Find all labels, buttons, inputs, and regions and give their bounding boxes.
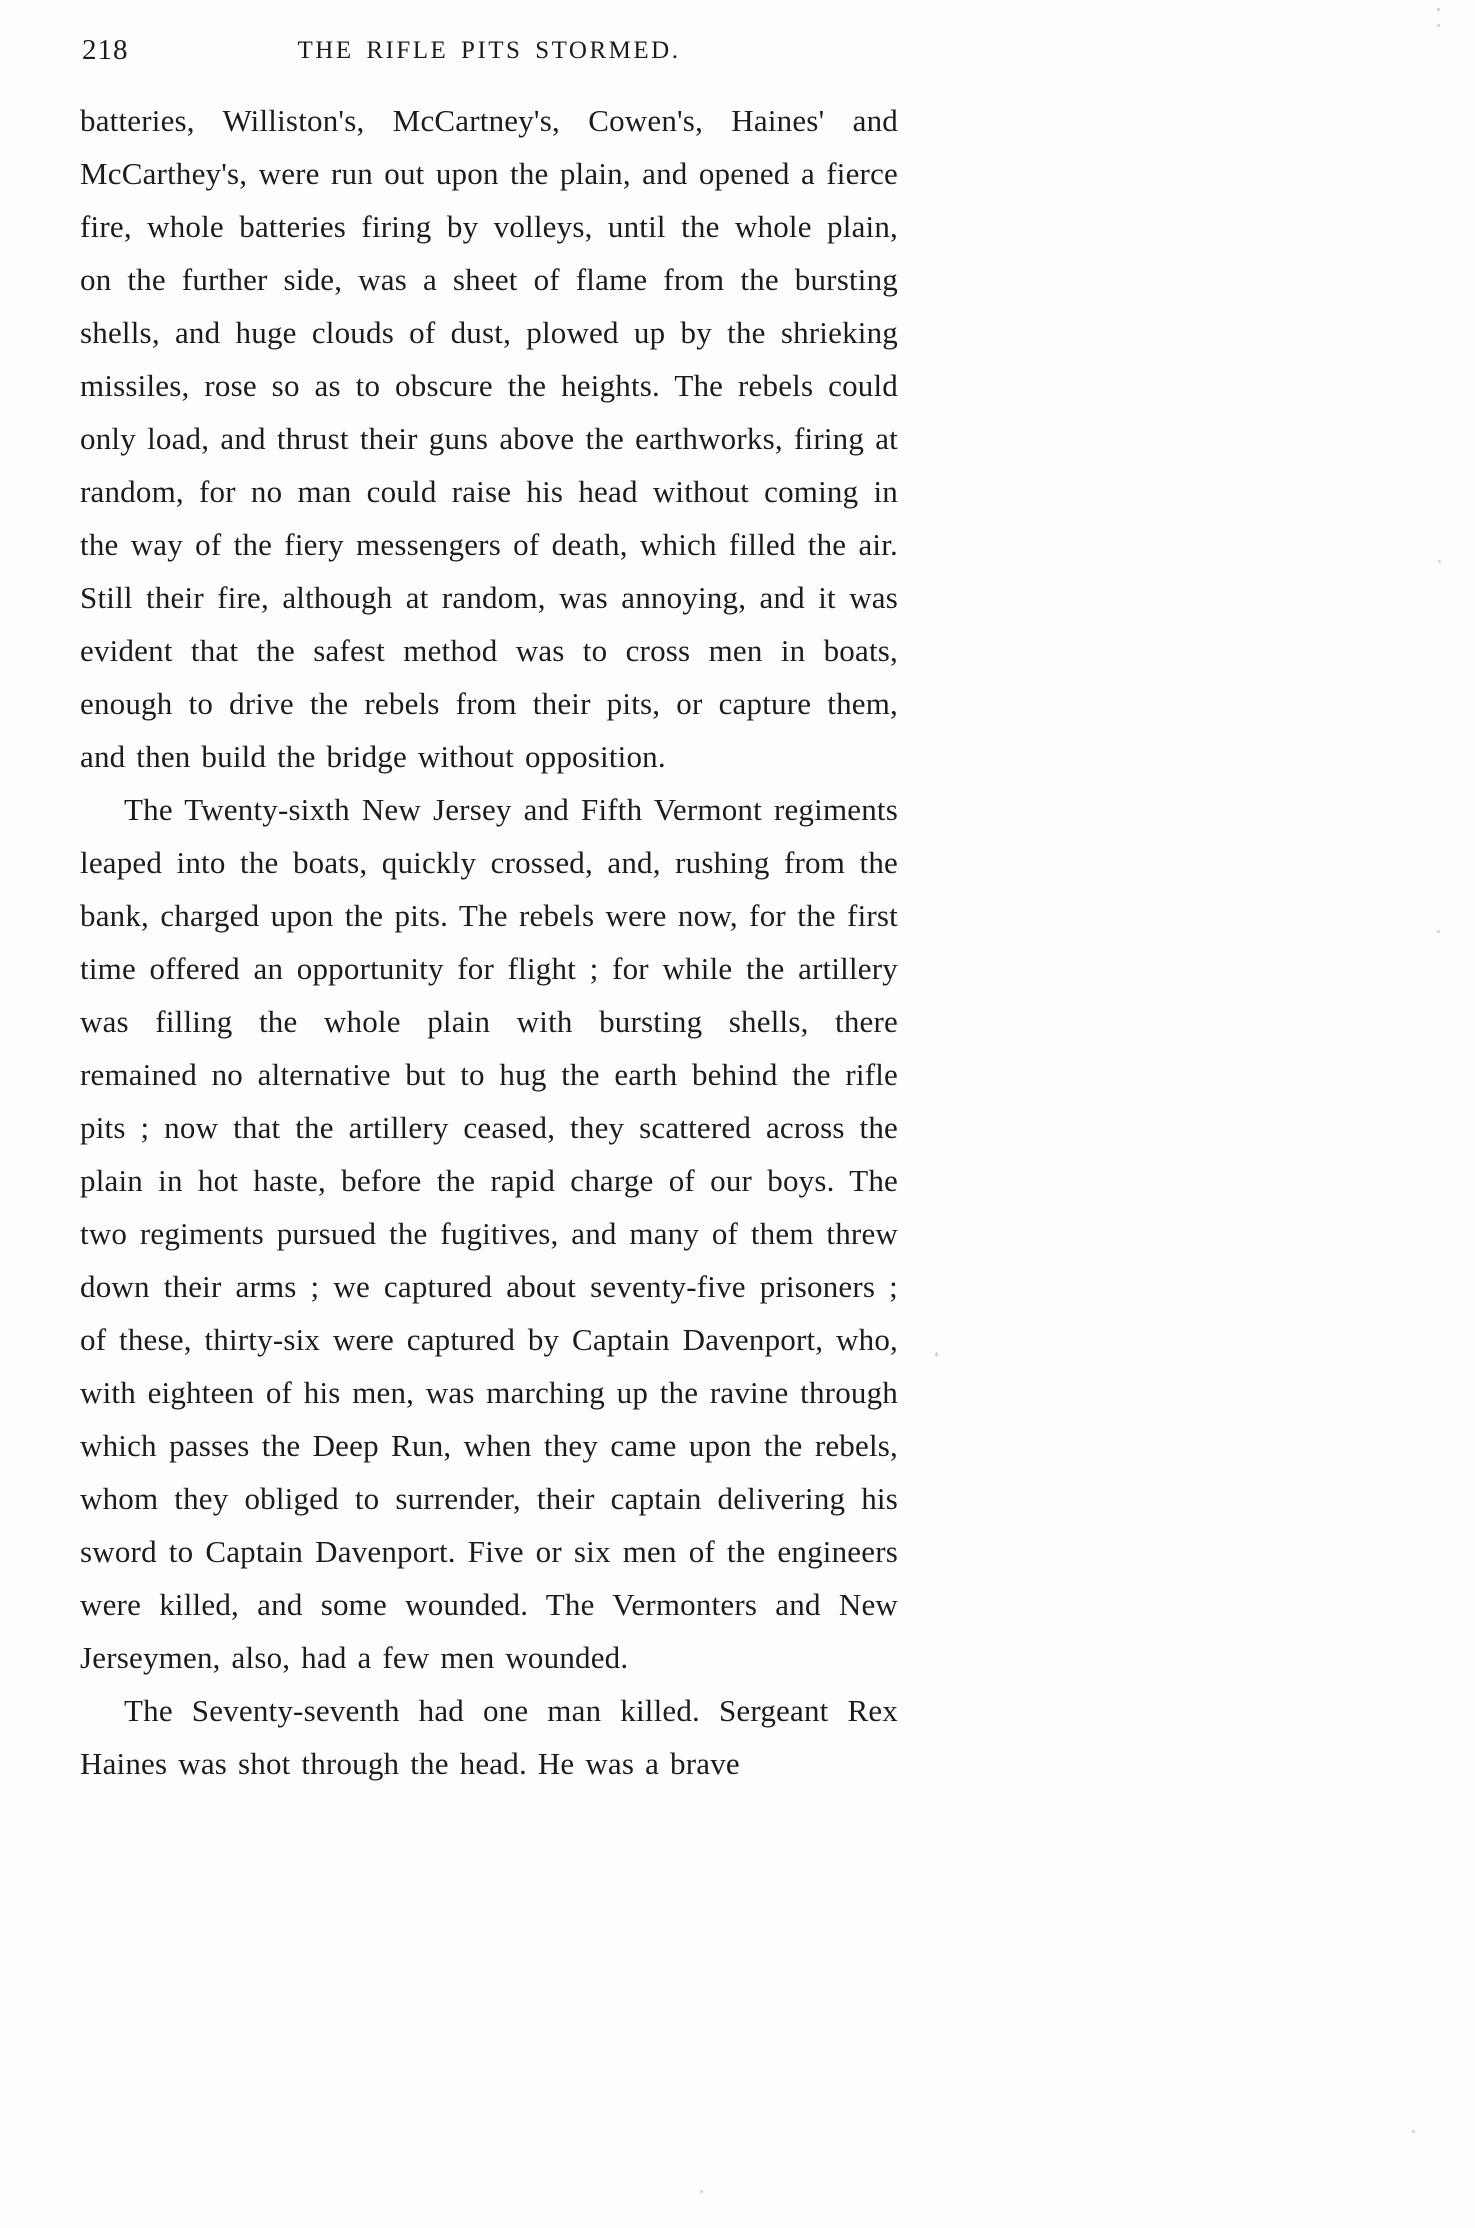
running-header: THE RIFLE PITS STORMED. (297, 37, 681, 64)
scan-artifact (1412, 2130, 1415, 2133)
scan-artifact (935, 1352, 938, 1357)
paragraph: The Seventy-seventh had one man killed. Sergeant Rex Haines was shot through the head. He was a brave (80, 1693, 898, 1781)
scan-artifact (1437, 8, 1440, 11)
scan-artifact (700, 2190, 703, 2193)
body-text (80, 94, 898, 1790)
paragraph: batteries, Williston's, McCartney's, Cowen's, Haines' and McCarthey's, were run out upon the plain, and opened a fierce fire, whole batteries firing by volleys, until the whole plain, on the further side, was a sheet of flame from the bursting shells, and huge clouds of dust, plowed up by the shrieking missiles, rose so as to obscure the heights. The rebels could only load, and thrust their guns above the earthworks, firing at random, for no man could raise his head without coming in the way of the fiery messengers of death, which filled the air. Still their fire, although at random, was annoying, and it was evident that the safest method was to cross men in boats, enough to drive the rebels from their pits, or capture them, and then build the bridge without opposition. (80, 103, 898, 774)
scan-artifact (1438, 560, 1441, 563)
text-column (80, 28, 898, 1790)
page-number: 218 (82, 34, 129, 66)
paragraph: The Twenty-sixth New Jersey and Fifth Vermont regiments leaped into the boats, quickly crossed, and, rushing from the bank, charged upon the pits. The rebels were now, for the first time offered an opportunity for flight ; for while the artillery was filling the whole plain with bursting shells, there remained no alternative but to hug the earth behind the rifle pits ; now that the artillery ceased, they scattered across the plain in hot haste, before the rapid charge of our boys. The two regiments pursued the fugitives, and many of them threw down their arms ; we captured about seventy-five prisoners ; of these, thirty-six were captured by Captain Davenport, who, with eighteen of his men, was marching up the ravine through which passes the Deep Run, when they came upon the rebels, whom they obliged to surrender, their captain delivering his sword to Captain Davenport. Five or six men of the engineers were killed, and some wounded. The Vermonters and New Jerseymen, also, had a few men wounded. (80, 792, 898, 1675)
page-header (80, 28, 898, 94)
scan-artifact (1437, 24, 1440, 27)
scan-artifact (1437, 930, 1440, 933)
